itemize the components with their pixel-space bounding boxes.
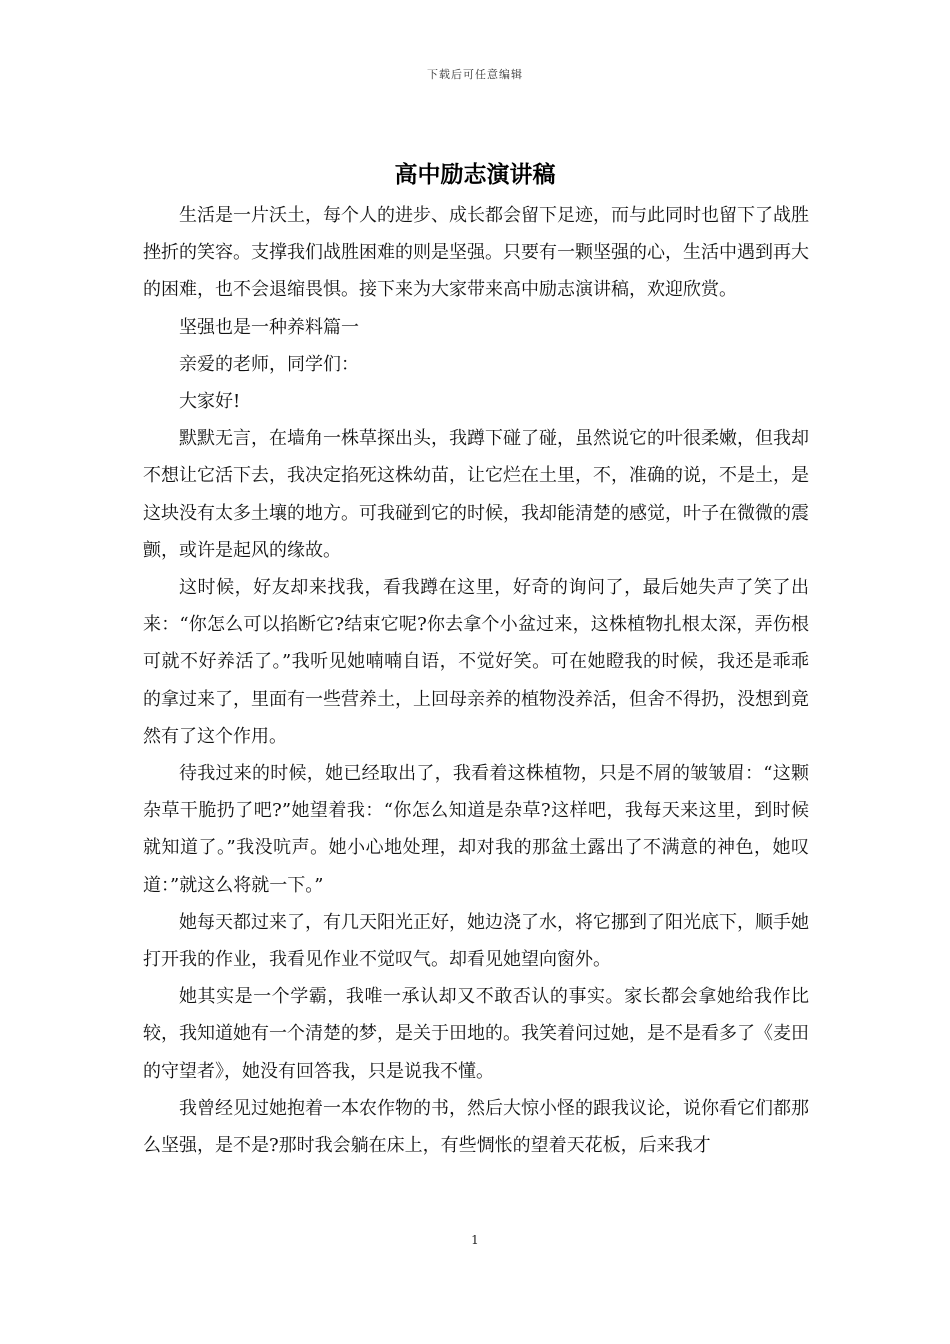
body-paragraph: 待我过来的时候，她已经取出了，我看着这株植物，只是不屑的皱皱眉：“这颗杂草干脆扔了吧?”她望着我：“你怎么知道是杂草?这样吧，我每天来这里，到时候就知道了。”我没吭声。她小心地处理，却对我的那盆土露出了不满意的神色，她叹道：”就这么将就一下。” <box>143 763 809 896</box>
body-paragraph: 她每天都过来了，有几天阳光正好，她边浇了水，将它挪到了阳光底下，顺手她打开我的作业，我看见作业不觉叹气。却看见她望向窗外。 <box>143 911 809 971</box>
salutation: 亲爱的老师，同学们： <box>179 353 359 375</box>
section-heading: 坚强也是一种养料篇一 <box>179 316 359 338</box>
document-title: 高中励志演讲稿 <box>394 161 556 188</box>
intro-paragraph: 生活是一片沃土，每个人的进步、成长都会留下足迹，而与此同时也留下了战胜挫折的笑容。支撑我们战胜困难的则是坚强。只要有一颗坚强的心，生活中遇到再大的困难，也不会退缩畏惧。接下来为大家带来高中励志演讲稿，欢迎欣赏。 <box>143 205 809 301</box>
body-paragraph: 我曾经见过她抱着一本农作物的书，然后大惊小怪的跟我议论，说你看它们都那么坚强，是不是?那时我会躺在床上，有些惆怅的望着天花板，后来我才 <box>143 1097 809 1157</box>
document-body <box>143 197 809 1164</box>
body-paragraph: 这时候，好友却来找我，看我蹲在这里，好奇的询问了，最后她失声了笑了出来：“你怎么可以掐断它?结束它呢?你去拿个小盆过来，这株植物扎根太深，弄伤根可就不好养活了。”我听见她喃喃自语，不觉好笑。可在她瞪我的时候，我还是乖乖的拿过来了，里面有一些营养土，上回母亲养的植物没养活，但舍不得扔，没想到竟然有了这个作用。 <box>143 577 809 747</box>
body-paragraph: 她其实是一个学霸，我唯一承认却又不敢否认的事实。家长都会拿她给我作比较，我知道她有一个清楚的梦，是关于田地的。我笑着问过她，是不是看多了《麦田的守望者》，她没有回答我，只是说我不懂。 <box>143 986 809 1082</box>
page-header-note: 下载后可任意编辑 <box>427 68 523 81</box>
body-paragraph: 默默无言，在墙角一株草探出头，我蹲下碰了碰，虽然说它的叶很柔嫩，但我却不想让它活下去，我决定掐死这株幼苗，让它烂在土里，不，准确的说，不是土，是这块没有太多土壤的地方。可我碰到它的时候，我却能清楚的感觉，叶子在微微的震颤，或许是起风的缘故。 <box>143 428 809 561</box>
greeting: 大家好! <box>179 391 241 413</box>
page-number: 1 <box>471 1233 479 1247</box>
